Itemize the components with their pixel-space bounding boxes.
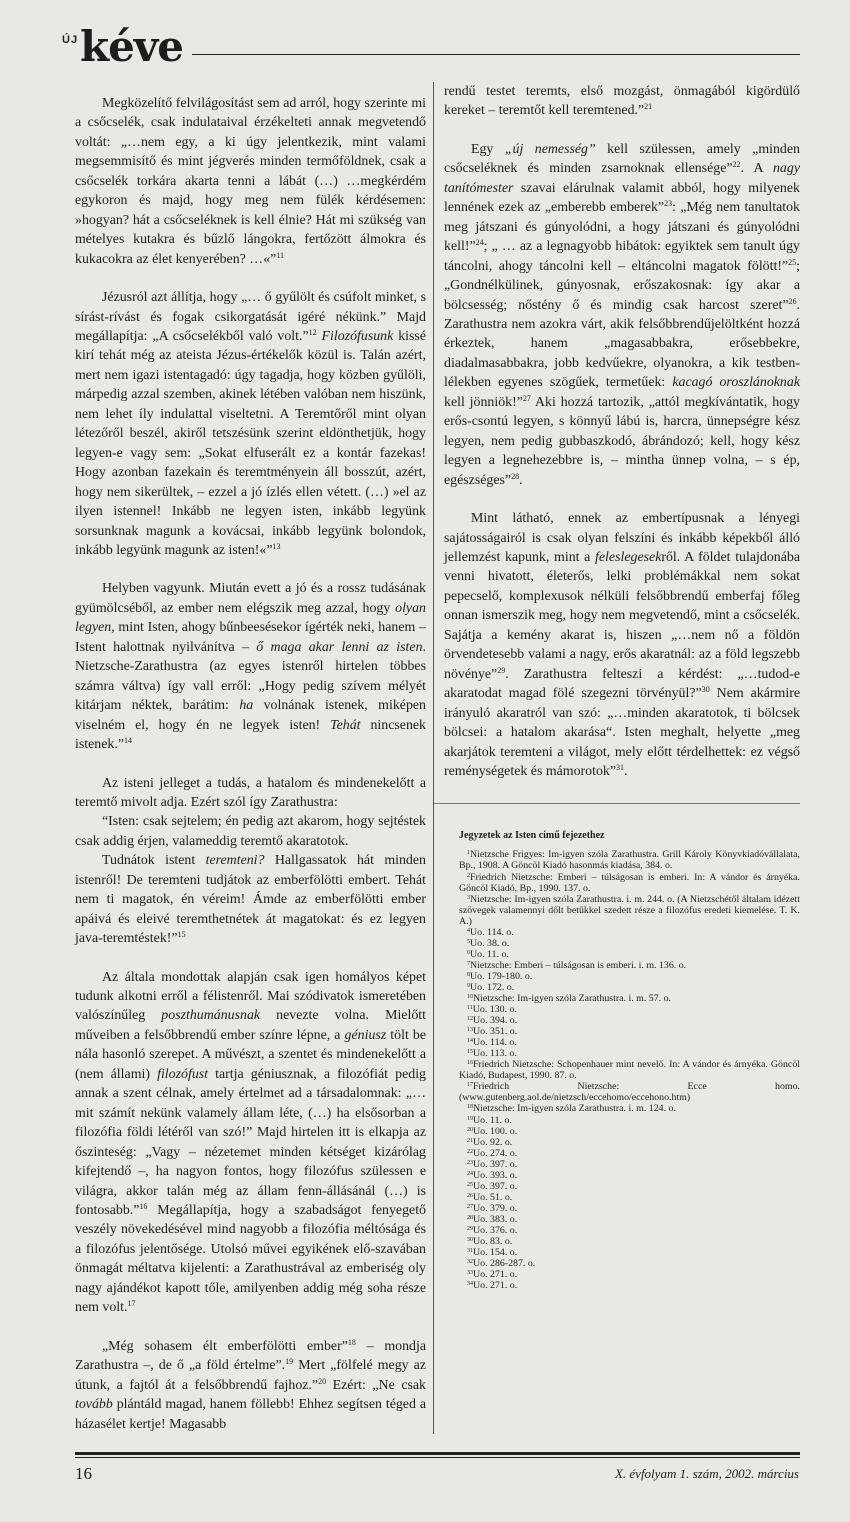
right-column-wrapper bbox=[433, 82, 800, 1434]
footnote-item bbox=[459, 1115, 800, 1126]
footnote-item bbox=[459, 1236, 800, 1247]
text-run: Megközelítő felvilágosítást sem ad arról, hogy szerinte mi a csőcselék, csak indulataival érzékelteti annak megvetendő voltát: „…nem egy, a ki úgy jelentkezik, mint valami megsemmisítő és mint jégverés minden termőföldnek, csak a csőcselék torkára akarta tenni a lábát (…) …megkérdém egykoron és majd, hogy meg nem fülék kérdésemen: »hogyan? hát a csőcseléknek is kell élnie? Hát mi szükség van mételyes kutakra és bűzlő lángokra, fertőzött álmokra és kukacokra az élet kenyerében? …«” bbox=[75, 96, 426, 267]
footnote-text: Uo. 154. o. bbox=[473, 1247, 518, 1259]
footnote-ref: 30 bbox=[701, 685, 710, 695]
footnote-item bbox=[459, 1081, 800, 1103]
footnote-number: 7 bbox=[467, 960, 470, 967]
text-run: volnának istenek, miképen viselném el, hogy én ne legyek isten! bbox=[75, 698, 426, 733]
footnote-item bbox=[459, 1170, 800, 1181]
text-run: Tudnátok istent bbox=[102, 853, 206, 869]
footnote-item bbox=[459, 1247, 800, 1258]
footnote-text: Uo. 274. o. bbox=[473, 1147, 518, 1159]
footnote-number: 11 bbox=[467, 1005, 473, 1012]
article-body bbox=[75, 82, 800, 1434]
text-run: . bbox=[519, 472, 523, 488]
footnote-number: 13 bbox=[467, 1027, 473, 1034]
footnote-number: 8 bbox=[467, 971, 470, 978]
text-run: plántáld magad, hanem föllebb! Ehhez segítsen téged a házasélet kertje! Magasabb bbox=[75, 1397, 426, 1432]
footnote-number: 27 bbox=[467, 1203, 473, 1210]
right-column bbox=[434, 82, 800, 781]
footnote-number: 31 bbox=[467, 1248, 473, 1255]
footnote-ref: 26 bbox=[788, 296, 797, 306]
footnote-number: 21 bbox=[467, 1137, 473, 1144]
footnote-text: Uo. 397. o. bbox=[473, 1180, 518, 1192]
italic-text: kacagó oroszlánoknak bbox=[672, 375, 800, 391]
footnote-number: 33 bbox=[467, 1270, 473, 1277]
paragraph bbox=[444, 82, 800, 121]
paragraph bbox=[444, 140, 800, 490]
footnote-number: 25 bbox=[467, 1181, 473, 1188]
footnote-text: Uo. 393. o. bbox=[473, 1169, 518, 1181]
text-run: rendű testet teremts, első mozgást, önmagából kigördülő kereket – teremtőt kell teremtened.” bbox=[444, 84, 800, 119]
footnote-text: Uo. 376. o. bbox=[473, 1225, 518, 1236]
text-run: Ezért: „Ne csak bbox=[326, 1377, 426, 1393]
footnote-item bbox=[459, 1181, 800, 1192]
text-run: – mondja Zarathustra –, de ő „a föld értelme”. bbox=[75, 1338, 426, 1374]
footnote-text: Uo. 92. o. bbox=[473, 1136, 513, 1148]
footnote-text: Uo. 383. o. bbox=[473, 1213, 518, 1225]
footnote-ref: 14 bbox=[123, 736, 132, 746]
footnote-number: 6 bbox=[467, 949, 470, 956]
footnote-item bbox=[459, 927, 800, 938]
text-run: „Még sohasem élt emberfölötti ember” bbox=[102, 1338, 348, 1354]
footnote-number: 4 bbox=[467, 927, 470, 934]
footnote-item bbox=[459, 1048, 800, 1059]
footnote-text: Uo. 351. o. bbox=[473, 1026, 518, 1038]
footnote-ref: 31 bbox=[616, 762, 625, 772]
italic-text: nagy tanítómester bbox=[444, 161, 800, 196]
footnote-ref: 25 bbox=[788, 257, 797, 267]
footnote-number: 3 bbox=[467, 894, 470, 901]
text-run: ; „ … az a legnagyobb hibátok: egyiktek sem tanult úgy táncolni, ahogy táncolni kell – eltáncolni magatok fölött!” bbox=[444, 239, 800, 274]
footnote-item bbox=[459, 982, 800, 993]
text-run: Hallgassatok hát minden istenről! De teremteni tudjátok az emberfölötti embert. Tehát nem ti magatok, én véreim! Ámde az emberfölötti ember apáivá és eleivé teremthetnétek át magatokat: és ez legyen java-teremtéstek!” bbox=[75, 853, 426, 947]
footnote-item bbox=[459, 938, 800, 949]
text-run: . Zarathustra felteszi a kérdést: „…tudod-e akaratodat magad fölé szegezni törvényül?” bbox=[444, 666, 800, 702]
footnote-number: 14 bbox=[467, 1038, 473, 1045]
italic-text: teremteni? bbox=[205, 853, 265, 869]
footnote-item bbox=[459, 1004, 800, 1015]
footnote-item bbox=[459, 1026, 800, 1037]
text-run: ről. A földet tulajdonába venni hivatott, életerős, lelki problémákkal nem sokat pepecselő, komplexusok nélküli felsőbbrendű emberfaj főleg onnan ismerszik meg, hogy nem megvetendő, mint a csőcselék. Sajátja a kemény akarat is, hiszen „…nem nő a földön örvendetesebb valami a nagy, erős akaratnál: az a föld legszebb növénye” bbox=[444, 549, 800, 682]
footnote-text: Friedrich Nietzsche: Ecce homo. (www.gutenberg.aol.de/nietzsch/eccehomo/eccehono.htm) bbox=[459, 1081, 800, 1104]
text-run: nevezte volna. Mielőtt műveiben a felsőbbrendű ember színre lépne, a bbox=[75, 1008, 426, 1043]
page-number: 16 bbox=[75, 1464, 92, 1483]
footnote-ref: 27 bbox=[522, 393, 531, 403]
footnote-text: Uo. 179-180. o. bbox=[470, 970, 533, 982]
footnote-item bbox=[459, 1203, 800, 1214]
text-run: . A bbox=[740, 161, 773, 177]
footnote-number: 26 bbox=[467, 1192, 473, 1199]
text-run: tartja géniusznak, a filozófiát pedig annak a szent célnak, amely értelmet ad a társadalomnak: „…mit számít nekünk valamely állam léte, (…) ha elsősorban a filozófia földi létéről van szó!” Majd hirtelen itt is elkapja az őszinteség: „Vagy – nézetemet minden kétséget kizárólag kifejtendő –, ha nagyon fontos, hogy filozófus szülessen e világra, akkor talán még az állam fenn-állásánál (…) is fontosabb.” bbox=[75, 1066, 426, 1219]
footnote-text: Nietzsche Frigyes: Im-igyen szóla Zarathustra. Grill Károly Könyvkiadóvállalata, Bp., 1908. A Göncöl Kiadó hasonmás kiadása, 384. o. bbox=[459, 849, 800, 872]
footnote-ref: 16 bbox=[139, 1202, 148, 1212]
text-run: . Zarathustra nem azokra várt, akik felsőbbrendűjelöltként hozzá érkeztek, hanem „magasabbakra, erősebbekre, diadalmasabbakra, jobb kedvűekre, olyanokra, a kik testben-lélekben egyenes szögűek, termetűek: bbox=[444, 297, 800, 391]
text-run: kissé kirí tehát még az ateista Jézus-értékelők közül is. Talán azért, mert nem igazi istentagadó: úgy tagadja, hogy közben gyűlöli, márpedig azzal szemben, akinek létében valóban nem hiszünk, nem lehet íly indulattal viseltetni. A Teremtőről mint olyan létezőről beszél, akiről tetszésünk szerint eldönthetjük, hogy legyen-e vagy sem: „Sokat elfuserált ez a kontár fazekas! Hogy azonban fazekain és teremtményein áll bosszút, azért, hogy nem sikerültek, – ezzel a jó ízlés ellen vétett. (…) »el az ilyen istennel! Inkább ne legyen isten, inkább legyünk sorsunknak magunk a kovácsai, inkább legyünk bolondok, inkább legyünk magunk az isten!«” bbox=[75, 328, 426, 558]
footnote-number: 1 bbox=[467, 850, 470, 857]
footnote-number: 17 bbox=[467, 1082, 473, 1089]
footnote-item bbox=[459, 894, 800, 927]
footnote-text: Uo. 83. o. bbox=[473, 1236, 513, 1248]
footnote-number: 16 bbox=[467, 1060, 473, 1067]
footnote-item bbox=[459, 1148, 800, 1159]
footnote-text: Friedrich Nietzsche: Schopenhauer mint nevelő. In: A vándor és árnyéka. Göncöl Kiadó, Budapest, 1990. 87. o. bbox=[459, 1059, 800, 1082]
footnote-text: Uo. 51. o. bbox=[473, 1191, 513, 1203]
footnote-number: 34 bbox=[467, 1281, 473, 1288]
text-run: “Isten: csak sejtelem; én pedig azt akarom, hogy sejtéstek csak addig érjen, valameddig teremtő akaratotok. bbox=[75, 814, 426, 849]
footer-rule-thin bbox=[75, 1457, 800, 1458]
text-run: Az isteni jelleget a tudás, a hatalom és mindenekelőtt a teremtő mivolt adja. Ezért szól így Zarathustra: bbox=[75, 775, 426, 810]
footnote-item bbox=[459, 1059, 800, 1081]
footnote-item bbox=[459, 949, 800, 960]
text-run: tölt be nála hasonló szerepet. A művészt, a szentet és mindenekelőtt a (nem állami) bbox=[75, 1027, 426, 1082]
text-run: szavai elárulnak valamit abból, hogy milyenek lennének ezek az „emberebb emberek” bbox=[444, 180, 800, 216]
text-run: ; „Gondnélkülinek, gúnyosnak, erőszakosnak: így akar a bölcsesség; nőstény ő és mindig csak harcost szeret” bbox=[444, 258, 800, 313]
footnote-item bbox=[459, 1037, 800, 1048]
footnote-item bbox=[459, 1225, 800, 1236]
footnote-text: Uo. 11. o. bbox=[473, 1114, 512, 1126]
footnote-text: Uo. 397. o. bbox=[473, 1158, 518, 1170]
footnote-ref: 18 bbox=[347, 1337, 356, 1347]
footnote-text: Uo. 130. o. bbox=[472, 1004, 517, 1016]
paragraph bbox=[75, 94, 426, 269]
text-run: kell szülessen, amely „minden csőcseléknek és minden zsarnoknak ellensége” bbox=[444, 141, 800, 177]
italic-text: olyan legyen bbox=[75, 600, 426, 636]
text-run: . bbox=[624, 763, 628, 779]
footnote-number: 30 bbox=[467, 1237, 473, 1244]
italic-text: ő maga akar lenni az isten bbox=[256, 639, 423, 655]
text-run: : „Még nem tanultatok meg játszani és gúnyolódni, a hogy játszani és gúnyolódni kell!” bbox=[444, 200, 800, 255]
footnote-number: 28 bbox=[467, 1214, 473, 1221]
footnote-text: Nietzsche: Im-igyen szóla Zarathustra. i. m. 124. o. bbox=[473, 1103, 676, 1115]
footnote-ref: 29 bbox=[497, 665, 506, 675]
footnote-item bbox=[459, 872, 800, 894]
italic-text: poszthumánusnak bbox=[161, 1008, 261, 1024]
text-run: Egy bbox=[471, 141, 505, 157]
footnote-item bbox=[459, 1269, 800, 1280]
text-run: Az általa mondottak alapján csak igen homályos képet tudunk alkotni erről a félistenről. Mai szódivatok ismeretében valószínűleg bbox=[75, 969, 426, 1024]
footnote-item bbox=[459, 1015, 800, 1026]
footnote-list bbox=[459, 849, 800, 1291]
footnote-text: Nietzsche: Emberi – túlságosan is emberi. i. m. 136. o. bbox=[470, 959, 687, 971]
footnote-ref: 13 bbox=[272, 541, 281, 551]
footnote-number: 12 bbox=[467, 1016, 473, 1023]
footnote-number: 5 bbox=[467, 938, 470, 945]
footnote-text: Uo. 271. o. bbox=[473, 1269, 518, 1281]
footnote-text: Uo. 114. o. bbox=[473, 1037, 517, 1049]
footnote-number: 9 bbox=[467, 982, 470, 989]
footnote-ref: 22 bbox=[732, 160, 741, 170]
footnote-number: 22 bbox=[467, 1148, 473, 1155]
paragraph bbox=[75, 288, 426, 560]
paragraph bbox=[75, 851, 426, 948]
italic-text: „új nemesség” bbox=[504, 141, 596, 157]
footnote-number: 32 bbox=[467, 1259, 473, 1266]
footnote-item bbox=[459, 1192, 800, 1203]
footnote-text: Uo. 271. o. bbox=[473, 1280, 518, 1292]
text-run: . Nietzsche-Zarathustra (az egyes istenről hirtelen többes számra váltva) így vall erről: „Hogy pedig szívem mélyét kitárjam néktek, barátim: bbox=[75, 639, 426, 714]
footnote-number: 23 bbox=[467, 1159, 473, 1166]
text-run: kell jönniök!” bbox=[444, 394, 523, 410]
text-run: Jézusról azt állítja, hogy „… ő gyűlölt és csúfolt minket, s sírást-rívást és fogak csikorgatását igéré nékünk.” Majd megállapítja: „A csőcselékből való volt.” bbox=[75, 290, 426, 344]
left-column bbox=[75, 82, 426, 1434]
footnote-number: 2 bbox=[467, 872, 470, 879]
header-rule bbox=[192, 54, 800, 55]
footnote-item bbox=[459, 960, 800, 971]
footnote-number: 19 bbox=[467, 1115, 473, 1122]
footnote-text: Uo. 394. o. bbox=[473, 1015, 518, 1027]
footnote-item bbox=[459, 849, 800, 871]
footnote-text: Uo. 286-287. o. bbox=[473, 1258, 536, 1270]
paragraph bbox=[75, 774, 426, 813]
paragraph bbox=[75, 1337, 426, 1434]
footnote-text: Uo. 172. o. bbox=[470, 981, 515, 993]
text-run: nincsenek istenek.” bbox=[75, 717, 426, 753]
footnote-number: 29 bbox=[467, 1226, 473, 1232]
footnote-ref: 11 bbox=[276, 250, 285, 260]
italic-text: tovább bbox=[75, 1397, 113, 1413]
footnote-text: Uo. 100. o. bbox=[473, 1125, 518, 1137]
footnote-text: Uo. 38. o. bbox=[470, 937, 510, 949]
footnote-item bbox=[459, 993, 800, 1004]
footnote-text: Nietzsche: Im-igyen szóla Zarathustra. i. m. 57. o. bbox=[473, 993, 671, 1005]
footnote-text: Friedrich Nietzsche: Emberi – túlságosan is emberi. In: A vándor és árnyéka. Göncöl Kiadó, Bp., 1990. 137. o. bbox=[459, 871, 800, 894]
footnote-text: Uo. 11. o. bbox=[470, 948, 509, 960]
footnote-item bbox=[459, 1159, 800, 1170]
footnote-number: 15 bbox=[467, 1049, 473, 1056]
footnote-ref: 17 bbox=[127, 1299, 136, 1309]
paragraph bbox=[75, 579, 426, 754]
text-run: Nem akármire irányuló akaratról van szó: „…minden akaratotok, ti bölcsek bölcsei: a hatalom akarása“. Isten meghalt, helyette „meg akarjátok teremteni a világot, mely előtt térdelhettek: ez végső reménységetek és mámorotok” bbox=[444, 686, 800, 779]
text-run: Mint látható, ennek az embertípusnak a lényegi sajátosságairól is csak olyan felszíni és inkább képekből álló jellemzést kapunk, mint a bbox=[444, 511, 800, 565]
italic-text: filozófust bbox=[157, 1066, 209, 1082]
footnote-number: 10 bbox=[467, 994, 473, 1001]
paragraph bbox=[75, 812, 426, 851]
footnote-text: Nietzsche: Im-igyen szóla Zarathustra. i. m. 244. o. (A Nietzschétől általam idézett szövegek valamennyi dőlt betűkkel szedett része a filozófus eredeti kiemelése. T. K. A.) bbox=[459, 893, 800, 927]
text-run: , mint Isten, ahogy bűnbeesésekor ígérték neki, hanem – Istent halottnak nyilvánítva – bbox=[75, 620, 426, 655]
italic-text: feleslegesek bbox=[595, 549, 662, 565]
paragraph bbox=[75, 968, 426, 1318]
page-footer bbox=[75, 1452, 800, 1502]
text-run: Mert „fölfelé megy az útunk, a fajtól át a felsőbbrendű fajhoz.” bbox=[75, 1358, 427, 1393]
italic-text: ha bbox=[239, 698, 254, 714]
italic-text: Tehát bbox=[330, 717, 361, 733]
footnote-text: Uo. 114. o. bbox=[470, 926, 514, 938]
footnote-item bbox=[459, 1214, 800, 1225]
footnote-item bbox=[459, 1258, 800, 1269]
footnote-ref: 15 bbox=[177, 930, 186, 940]
footnote-item bbox=[459, 1126, 800, 1137]
footnote-item bbox=[459, 1103, 800, 1114]
magazine-logo-prefix: ÚJ bbox=[62, 34, 79, 46]
footnote-item bbox=[459, 1280, 800, 1291]
footnotes-heading: Jegyzetek az Isten című fejezethez bbox=[459, 830, 605, 842]
footnote-ref: 28 bbox=[511, 471, 520, 481]
footnote-text: Uo. 113. o. bbox=[473, 1048, 517, 1060]
footnote-ref: 23 bbox=[664, 199, 673, 209]
italic-text: Filozófusunk bbox=[321, 328, 394, 344]
footnote-item bbox=[459, 971, 800, 982]
page-header bbox=[62, 0, 800, 82]
footnote-ref: 24 bbox=[475, 238, 484, 248]
issue-info: X. évfolyam 1. szám, 2002. március bbox=[614, 1466, 799, 1481]
footnote-ref: 12 bbox=[308, 327, 317, 337]
footnote-ref: 19 bbox=[285, 1357, 294, 1367]
footnote-item bbox=[459, 1137, 800, 1148]
text-run: Aki hozzá tartozik, „attól megkívántatik, hogy erős-csontú legyen, s könnyű lábú is, harcra, ünnepségre kész legyen, nem pedig gubbaszkodó, ábrándozó; kell, hogy kész legyen a legnehezebbre is, – mintha ünnep volna, – s ép, egészséges” bbox=[444, 394, 800, 488]
text-run: Megállapítja, hogy a szabadságot fenyegető veszély növekedésével mind nagyobb a filozófia méltósága és a filozófus jelentősége. Utolsó művei egyikének elő-szavában önmagát méltatva kijelenti: a Zarathustrával az emberiség oly nagy ajándékot kapott tőle, amilyenben addig még soha része nem volt. bbox=[75, 1203, 426, 1316]
footnote-number: 18 bbox=[467, 1104, 473, 1111]
text-run: Helyben vagyunk. Miután evett a jó és a rossz tudásának gyümölcséből, az ember nem elégszik meg azzal, hogy bbox=[75, 581, 426, 616]
footnote-text: Uo. 379. o. bbox=[473, 1202, 518, 1214]
footnote-ref: 20 bbox=[318, 1376, 327, 1386]
footer-rule bbox=[75, 1452, 800, 1455]
paragraph bbox=[444, 509, 800, 781]
footnote-number: 20 bbox=[467, 1126, 473, 1133]
magazine-logo: kéve bbox=[80, 22, 183, 71]
footnote-ref: 21 bbox=[644, 102, 653, 112]
footnotes bbox=[434, 804, 800, 1301]
italic-text: géniusz bbox=[344, 1027, 387, 1043]
footnote-number: 24 bbox=[467, 1170, 473, 1177]
